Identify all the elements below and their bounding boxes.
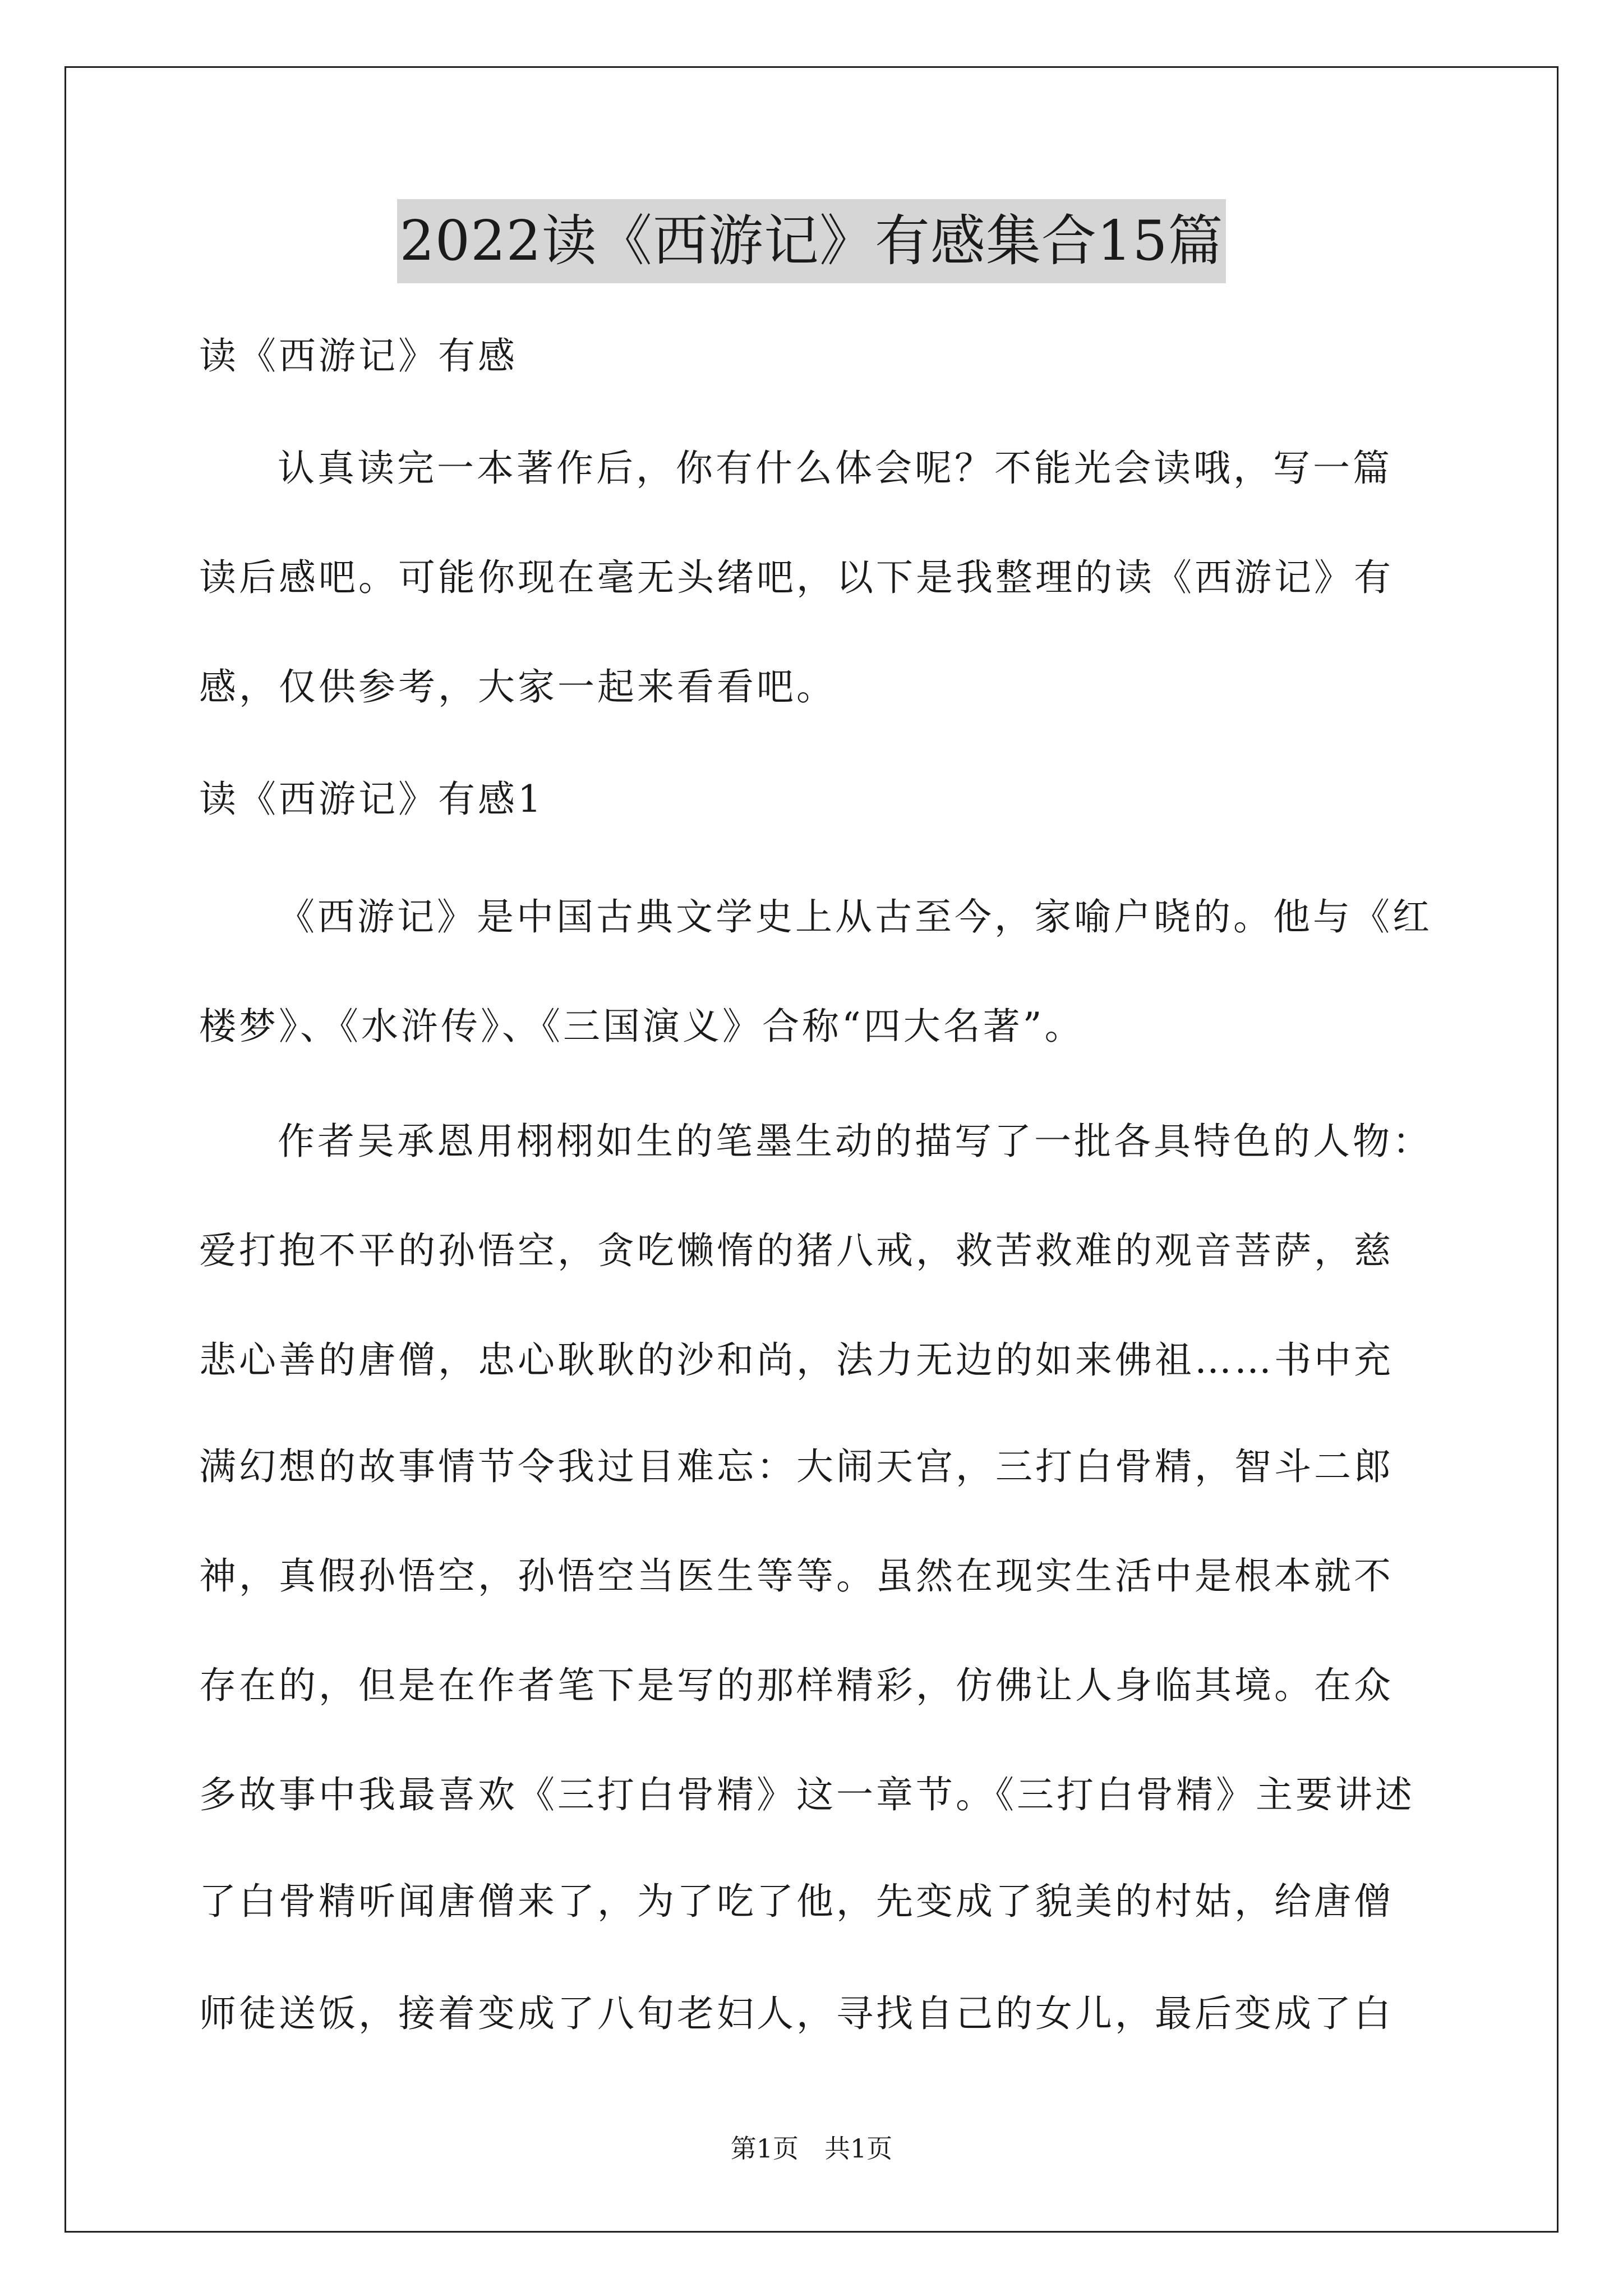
body-line: 爱打抱不平的孙悟空，贪吃懒惰的猪八戒，救苦救难的观音菩萨，慈: [199, 1229, 1394, 1272]
body-line: 读后感吧。可能你现在毫无头绪吧，以下是我整理的读《西游记》有: [199, 556, 1394, 599]
body-line: 读《西游记》有感1: [199, 777, 544, 821]
body-line: 悲心善的唐僧，忠心耿耿的沙和尚，法力无边的如来佛祖……书中充: [199, 1338, 1394, 1382]
body-line: 读《西游记》有感: [199, 334, 518, 378]
body-line: 了白骨精听闻唐僧来了，为了吃了他，先变成了貌美的村姑，给唐僧: [199, 1880, 1394, 1923]
body-line: 师徒送饭，接着变成了八旬老妇人，寻找自己的女儿，最后变成了白: [199, 1992, 1394, 2035]
body-line: 神，真假孙悟空，孙悟空当医生等等。虽然在现实生活中是根本就不: [199, 1554, 1394, 1598]
document-title: 2022读《西游记》有感集合15篇: [397, 199, 1225, 283]
page-footer: 第1页 共1页: [730, 2133, 893, 2164]
body-line: 认真读完一本著作后，你有什么体会呢？不能光会读哦，写一篇: [278, 447, 1393, 490]
body-line: 存在的，但是在作者笔下是写的那样精彩，仿佛让人身临其境。在众: [199, 1664, 1394, 1707]
body-line: 满幻想的故事情节令我过目难忘：大闹天宫，三打白骨精，智斗二郎: [199, 1445, 1394, 1488]
body-line: 多故事中我最喜欢《三打白骨精》这一章节。《三打白骨精》主要讲述: [199, 1773, 1415, 1816]
body-line: 感，仅供参考，大家一起来看看吧。: [199, 665, 836, 708]
body-line: 作者吴承恩用栩栩如生的笔墨生动的描写了一批各具特色的人物：: [278, 1120, 1432, 1163]
title-container: [0, 199, 1623, 283]
body-line: 《西游记》是中国古典文学史上从古至今，家喻户晓的。他与《红: [278, 895, 1432, 938]
body-line: 楼梦》、《水浒传》、《三国演义》合称“四大名著”。: [199, 1005, 1085, 1048]
